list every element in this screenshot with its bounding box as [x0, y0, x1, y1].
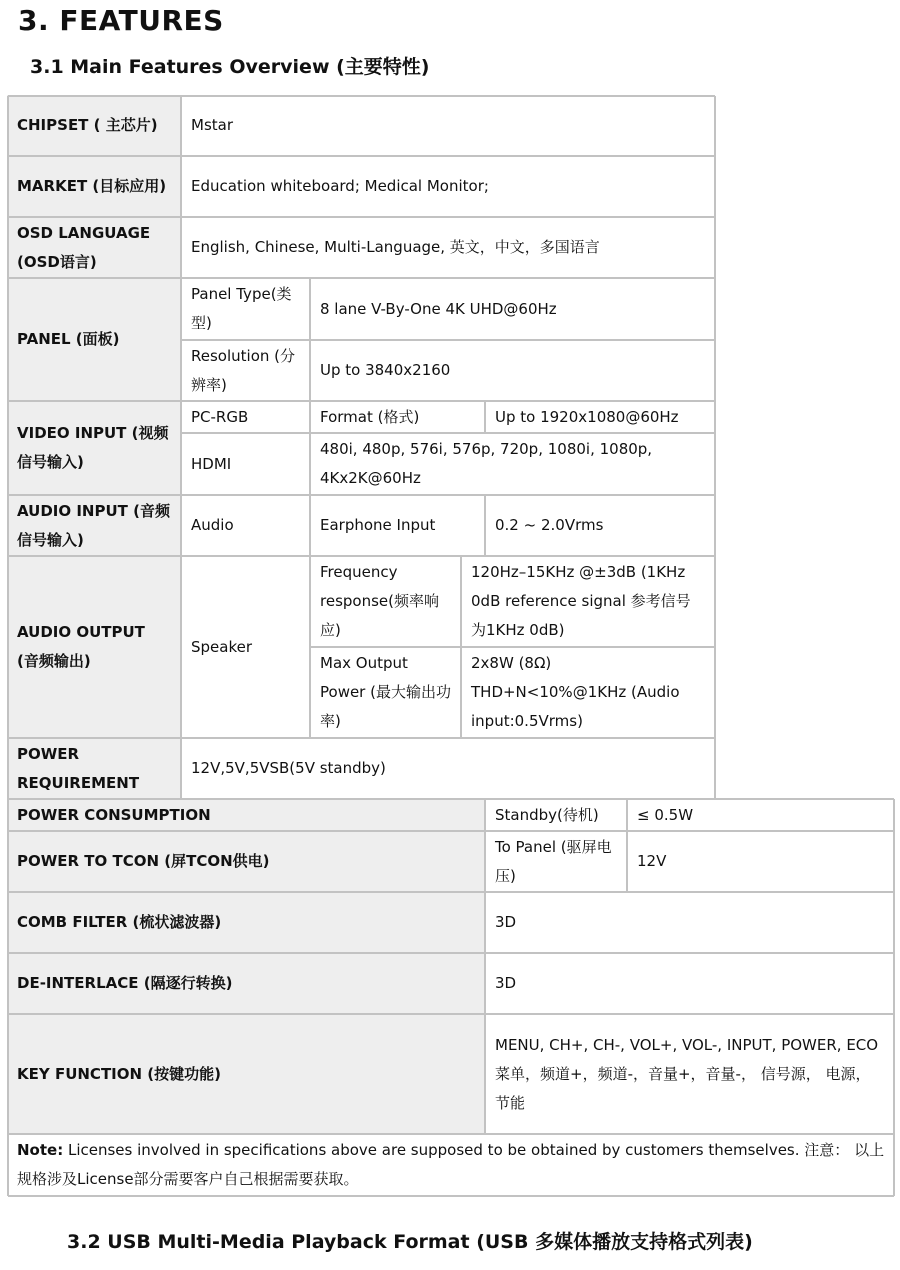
section-title-usb-playback: 3.2 USB Multi-Media Playback Format (USB 多媒体播放支持格式列表) [67, 1231, 753, 1253]
key-function-en: MENU, CH+, CH-, VOL+, VOL-, INPUT, POWER, ECO [495, 1035, 879, 1054]
panel-resolution-value: Up to 3840x2160 [320, 361, 451, 379]
note-en: Licenses involved in specifications above are supposed to be obtained by customers themselves. [63, 1140, 800, 1159]
key-function-cn: 菜单，频道+，频道-，音量+，音量-， 信号源， 电源，节能 [495, 1064, 871, 1112]
power-value-line: (Audio input:0.5Vrms) [471, 683, 680, 730]
to-panel-label: To Panel (驱屏电压) [495, 837, 612, 885]
power-tcon-label: POWER TO TCON (屏TCON供电) [7, 831, 485, 892]
comb-filter-label: COMB FILTER (梳状滤波器) [7, 892, 485, 953]
panel-type-label: Panel Type(类型) [191, 285, 292, 332]
hdmi-value: 480i, 480p, 576i, 576p, 720p, 1080i, 1080p, 4Kx2K@60Hz [320, 440, 653, 487]
note-label: Note: [17, 1140, 64, 1159]
spec-table [7, 95, 895, 1197]
note-cn: 注意： 以上规格涉及License部分需要客户自己根据需要获取。 [17, 1140, 885, 1188]
audio-input-value: 0.2 ~ 2.0Vrms [495, 516, 604, 534]
format-value: Up to 1920x1080@60Hz [495, 407, 679, 426]
comb-filter-value: 3D [495, 913, 517, 931]
chipset-value: Mstar [191, 116, 233, 134]
earphone-input-label: Earphone Input [320, 516, 436, 534]
note-row [7, 1134, 895, 1195]
power-requirement-value: 12V,5V,5VSB(5V standby) [191, 759, 386, 777]
panel-type-value: 8 lane V-By-One 4K UHD@60Hz [320, 299, 557, 318]
de-interlace-value: 3D [495, 974, 517, 992]
speaker-label: Speaker [191, 637, 253, 656]
audio-label: Audio [191, 516, 234, 534]
note-en-line [17, 1141, 800, 1159]
section-title-overview: 3.1 Main Features Overview (主要特性) [30, 56, 430, 78]
video-input-label: VIDEO INPUT (视频信号输入) [7, 401, 181, 495]
power-consumption-value: ≤ 0.5W [637, 805, 694, 824]
key-function-label: KEY FUNCTION (按键功能) [7, 1014, 485, 1134]
hdmi-label: HDMI [191, 454, 232, 473]
panel-resolution-label: Resolution (分辨率) [191, 346, 295, 394]
market-value: Education whiteboard; Medical Monitor; [191, 177, 489, 195]
standby-label: Standby(待机) [495, 805, 599, 824]
osd-value: English, Chinese, Multi-Language, 英文，中文，多国语言 [191, 238, 600, 256]
power-tcon-value: 12V [637, 852, 667, 870]
market-label: MARKET (目标应用) [7, 156, 181, 217]
power-value-line: 2x8W (8Ω) [471, 654, 552, 672]
pc-rgb-label: PC-RGB [191, 407, 249, 426]
power-consumption-label: POWER CONSUMPTION [7, 799, 485, 831]
key-function-value [485, 1014, 895, 1134]
osd-label: OSD LANGUAGE (OSD语言) [7, 217, 181, 278]
audio-output-label: AUDIO OUTPUT (音频输出) [7, 556, 181, 738]
power-requirement-label: POWER REQUIREMENT [7, 738, 181, 799]
audio-input-label: AUDIO INPUT (音频信号输入) [7, 495, 181, 556]
max-output-power-value [461, 647, 715, 738]
frequency-response-label: Frequency response(频率响应) [320, 563, 439, 639]
max-output-power-label: Max Output Power (最大输出功率) [320, 654, 451, 730]
format-label: Format (格式) [320, 407, 420, 426]
section-title-features: 3. FEATURES [18, 4, 224, 37]
power-value-line: THD+N<10%@1KHz [471, 683, 627, 701]
chipset-label: CHIPSET ( 主芯片) [7, 95, 181, 156]
panel-label: PANEL (面板) [7, 278, 181, 401]
de-interlace-label: DE-INTERLACE (隔逐行转换) [7, 953, 485, 1014]
frequency-response-value: 120Hz–15KHz @±3dB (1KHz 0dB reference signal 参考信号为1KHz 0dB) [471, 563, 691, 639]
